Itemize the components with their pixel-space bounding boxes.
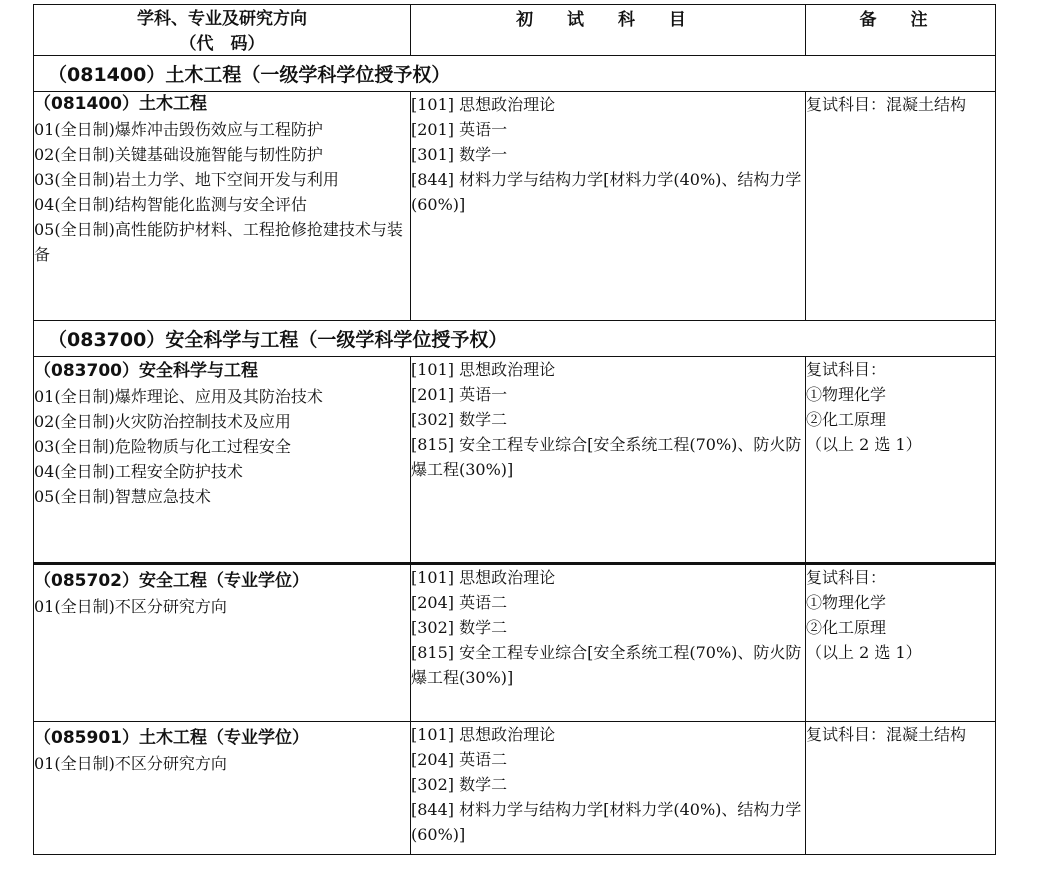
subject-item: [101] 思想政治理论 (411, 568, 556, 587)
subjects-cell (411, 92, 806, 321)
subject-item: [101] 思想政治理论 (411, 95, 556, 114)
subject-item: [302] 数学二 (411, 618, 508, 637)
direction-item: 01(全日制)爆炸理论、应用及其防治技术 (34, 387, 323, 406)
direction-item: 05(全日制)智慧应急技术 (34, 487, 211, 506)
direction-item: 03(全日制)危险物质与化工过程安全 (34, 437, 291, 456)
subject-item: [101] 思想政治理论 (411, 360, 556, 379)
program-title: （085702）安全工程（专业学位） (34, 571, 309, 591)
subject-item: [204] 英语二 (411, 593, 508, 612)
direction-item: 05(全日制)高性能防护材料、工程抢修抢建技术与装备 (34, 220, 403, 264)
program-title: （083700）安全科学与工程 (34, 361, 258, 381)
direction-item: 04(全日制)工程安全防护技术 (34, 462, 243, 481)
subject-item: [301] 数学一 (411, 145, 508, 164)
direction-item: 01(全日制)不区分研究方向 (34, 754, 227, 773)
direction-item: 02(全日制)关键基础设施智能与韧性防护 (34, 145, 323, 164)
note-item: （以上 2 选 1） (806, 435, 922, 454)
subject-item: [844] 材料力学与结构力学[材料力学(40%)、结构力学(60%)] (411, 170, 802, 214)
program-title: （085901）土木工程（专业学位） (34, 728, 309, 748)
section-title: （083700）安全科学与工程（一级学科学位授予权） (34, 321, 996, 357)
section-row (34, 56, 996, 92)
direction-item: 01(全日制)爆炸冲击毁伤效应与工程防护 (34, 120, 323, 139)
direction-item: 04(全日制)结构智能化监测与安全评估 (34, 195, 307, 214)
note-item: ①物理化学 (806, 385, 887, 404)
note-item: 复试科目：混凝土结构 (806, 725, 967, 744)
subject-item: [201] 英语一 (411, 385, 508, 404)
note-item: （以上 2 选 1） (806, 643, 922, 662)
subjects-cell (411, 357, 806, 564)
direction-item: 02(全日制)火灾防治控制技术及应用 (34, 412, 291, 431)
header-row (34, 5, 996, 56)
header-notes: 备 注 (806, 5, 996, 56)
subjects-cell (411, 722, 806, 855)
notes-cell (806, 564, 996, 722)
program-row (34, 722, 996, 855)
notes-cell (806, 722, 996, 855)
subject-item: [815] 安全工程专业综合[安全系统工程(70%)、防火防爆工程(30%)] (411, 435, 802, 479)
header-exam-subjects: 初 试 科 目 (411, 5, 806, 56)
program-row (34, 564, 996, 722)
program-cell (34, 357, 411, 564)
program-row (34, 357, 996, 564)
note-item: 复试科目： (806, 568, 887, 587)
note-item: ②化工原理 (806, 618, 887, 637)
header-discipline-line1: 学科、专业及研究方向 (137, 9, 307, 29)
program-cell (34, 722, 411, 855)
subject-item: [302] 数学二 (411, 410, 508, 429)
note-item: ①物理化学 (806, 593, 887, 612)
subject-item: [815] 安全工程专业综合[安全系统工程(70%)、防火防爆工程(30%)] (411, 643, 802, 687)
subject-item: [844] 材料力学与结构力学[材料力学(40%)、结构力学(60%)] (411, 800, 802, 844)
subject-item: [201] 英语一 (411, 120, 508, 139)
notes-cell (806, 357, 996, 564)
section-row (34, 321, 996, 357)
program-cell (34, 92, 411, 321)
subject-item: [302] 数学二 (411, 775, 508, 794)
subject-item: [101] 思想政治理论 (411, 725, 556, 744)
header-discipline-line2: （代 码） (179, 34, 265, 54)
section-title: （081400）土木工程（一级学科学位授予权） (34, 56, 996, 92)
subject-item: [204] 英语二 (411, 750, 508, 769)
admission-table (33, 4, 996, 855)
subjects-cell (411, 564, 806, 722)
program-title: （081400）土木工程 (34, 94, 207, 114)
note-item: ②化工原理 (806, 410, 887, 429)
direction-item: 01(全日制)不区分研究方向 (34, 597, 227, 616)
header-discipline (34, 5, 411, 56)
program-cell (34, 564, 411, 722)
notes-cell (806, 92, 996, 321)
program-row (34, 92, 996, 321)
note-item: 复试科目： (806, 360, 887, 379)
note-item: 复试科目：混凝土结构 (806, 95, 967, 114)
direction-item: 03(全日制)岩土力学、地下空间开发与利用 (34, 170, 339, 189)
